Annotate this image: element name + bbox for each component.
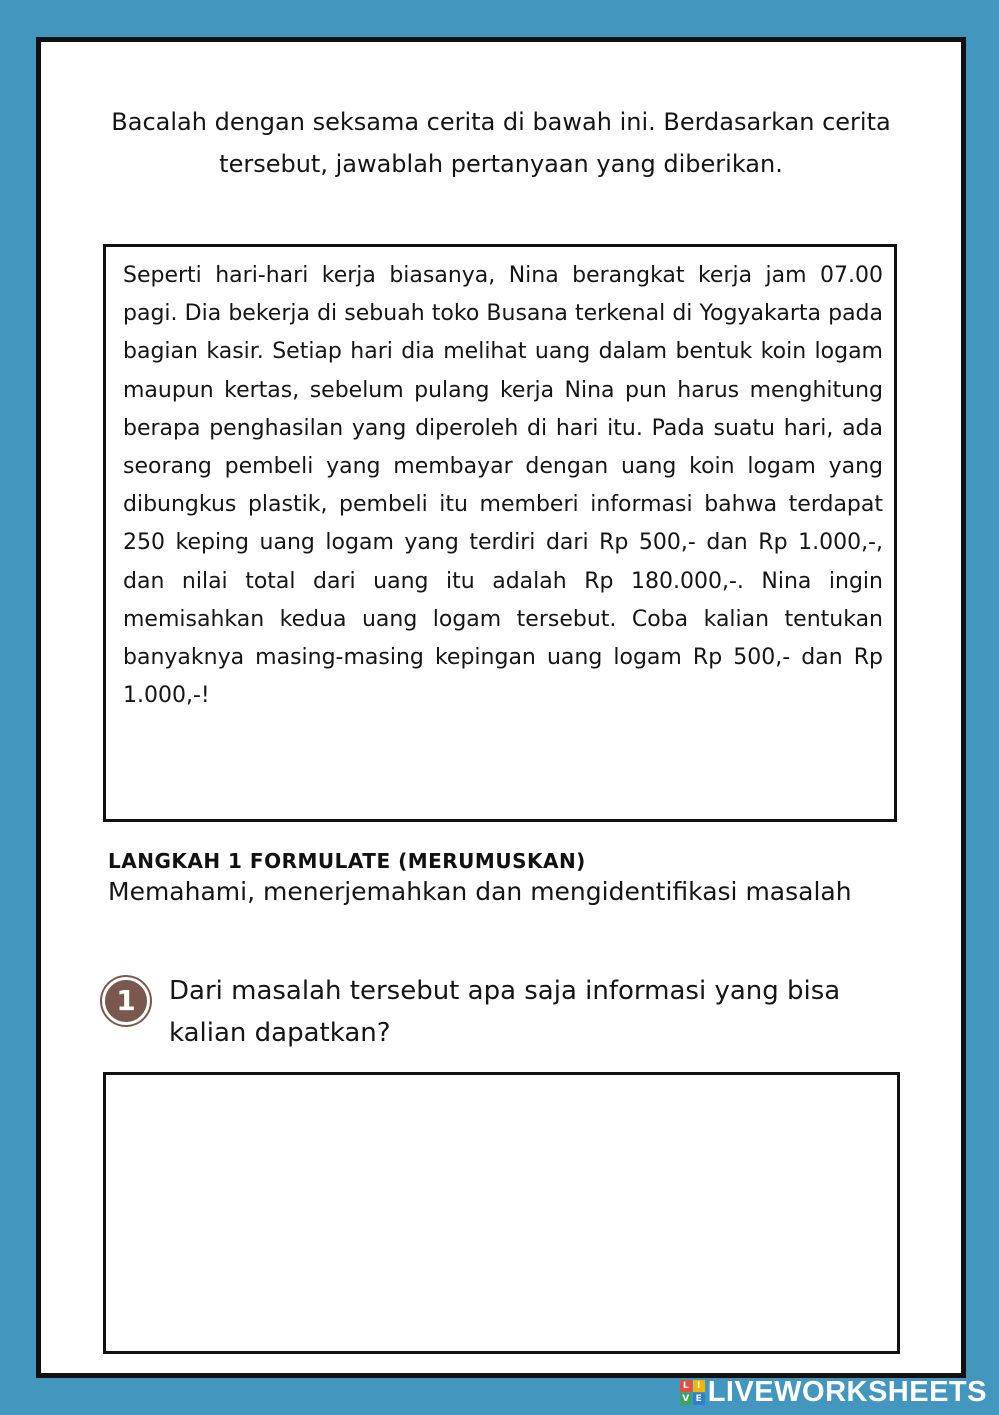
question-number-badge: 1 (102, 977, 150, 1025)
story-box (103, 244, 897, 822)
logo-letter: V (680, 1393, 692, 1405)
question-text: Dari masalah tersebut apa saja informasi yang bisa kalian dapatkan? (169, 976, 841, 1048)
step-heading: LANGKAH 1 FORMULATE (MERUMUSKAN) (108, 849, 586, 873)
story-text: Seperti hari-hari kerja biasanya, Nina berangkat kerja jam 07.00 pagi. Dia bekerja di sebuah toko Busana terkenal di Yogyakarta pada bagian kasir. Setiap hari dia melihat uang dalam bentuk koin logam maupun kertas, sebelum pulang kerja Nina pun harus menghitung berapa penghasilan yang diperoleh di hari itu. Pada suatu hari, ada seorang pembeli yang membayar dengan uang koin logam yang dibungkus plastik, pembeli itu memberi informasi bahwa terdapat 250 keping uang logam yang terdiri dari Rp 500,- dan Rp 1.000,-, dan nilai total dari uang itu adalah Rp 180.000,-. Nina ingin memisahkan kedua uang logam tersebut. Coba kalian tentukan banyaknya masing-masing kepingan uang logam Rp 500,- dan Rp 1.000,-! (123, 263, 883, 709)
liveworksheets-watermark (680, 1374, 987, 1410)
worksheet-page (36, 37, 966, 1378)
logo-letter: E (693, 1393, 705, 1405)
instruction-text: Bacalah dengan seksama cerita di bawah ini. Berdasarkan cerita tersebut, jawablah pertanyaan yang diberikan. (111, 108, 891, 178)
liveworksheets-logo-icon (680, 1380, 705, 1405)
watermark-text: LIVEWORKSHEETS (707, 1375, 987, 1408)
step-subtitle: Memahami, menerjemahkan dan mengidentifikasi masalah (108, 877, 852, 906)
logo-letter: I (693, 1380, 705, 1392)
logo-letter: L (680, 1380, 692, 1392)
answer-box[interactable] (103, 1072, 900, 1354)
